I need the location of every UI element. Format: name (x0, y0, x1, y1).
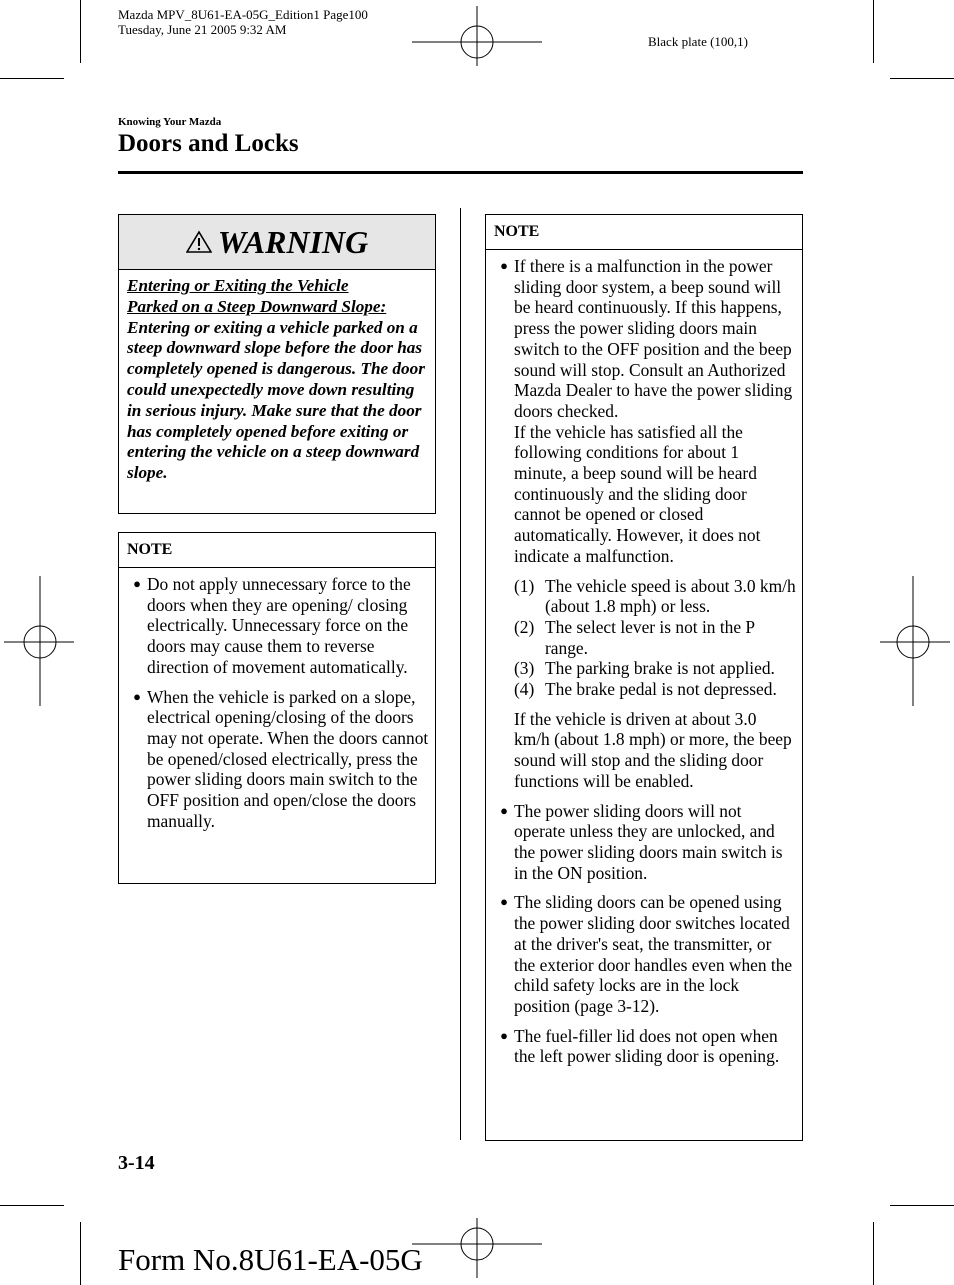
registration-mark-bottom (412, 1218, 542, 1278)
list-item: ● The sliding doors can be opened using the power sliding door switches located at the driver's seat, the transmitter, or the exterior door handles even when the child safety locks are in the lock position (page 3-12). (494, 892, 796, 1016)
condition-item: (1) The vehicle speed is about 3.0 km/h (about 1.8 mph) or less. (514, 575, 796, 617)
note-left-title: NOTE (119, 533, 435, 568)
registration-mark-right (880, 576, 950, 706)
warning-triangle-icon (186, 230, 212, 254)
title-rule (118, 171, 803, 174)
note-right-title: NOTE (486, 215, 802, 250)
list-item (494, 256, 796, 792)
warning-header (119, 215, 435, 270)
condition-item: (2) The select lever is not in the P range. (514, 616, 755, 658)
note-box-left (118, 532, 436, 884)
condition-item: (4) The brake pedal is not depressed. (514, 679, 777, 700)
page-number: 3-14 (118, 1152, 155, 1174)
note-box-right (485, 214, 803, 1141)
registration-mark-left (4, 576, 74, 706)
note-left-body (119, 568, 435, 831)
conditions-intro: If the vehicle has satisfied all the following conditions for about 1 minute, a beep sound will be heard continuously and the sliding door cannot be opened or closed automatically. However, it does not indicate a malfunction. (514, 421, 761, 566)
condition-item: (3) The parking brake is not applied. (514, 658, 775, 679)
bullet-icon: ● (133, 576, 141, 591)
bullet-icon: ● (500, 802, 508, 818)
warning-heading-line1: Entering or Exiting the Vehicle (127, 276, 349, 295)
page-title: Doors and Locks (118, 130, 299, 157)
enable-text: If the vehicle is driven at about 3.0 km/h (about 1.8 mph) or more, the beep sound will stop and the sliding door functions will be enabled. (514, 708, 792, 791)
list-item: ● When the vehicle is parked on a slope, electrical opening/closing of the doors may not operate. When the doors cannot be opened/closed electrically, press the power sliding doors main switch to the OFF position and open/close the doors manually. (127, 687, 429, 832)
section-label: Knowing Your Mazda (118, 116, 222, 128)
warning-title: WARNING (217, 223, 369, 260)
conditions-list (514, 576, 796, 700)
column-divider (460, 208, 461, 1140)
form-number: Form No.8U61-EA-05G (118, 1242, 423, 1277)
warning-text: Entering or exiting a vehicle parked on a steep downward slope before the door has completely opened is dangerous. The door could unexpectedly move down resulting in serious injury. Make sure that the door has completely opened before exiting or entering the vehicle on a steep downward slope. (127, 317, 425, 483)
bullet-icon: ● (133, 688, 141, 704)
warning-heading-line2: Parked on a Steep Downward Slope: (127, 296, 387, 316)
warning-box (118, 214, 436, 514)
print-header-line1: Mazda MPV_8U61-EA-05G_Edition1 Page100 (118, 7, 368, 22)
bullet-icon: ● (500, 258, 508, 273)
registration-mark-top (412, 6, 542, 66)
list-item: ● Do not apply unnecessary force to the doors when they are opening/ closing electrically. Unnecessary force on the doors may cause them to reverse direction of movement automatically. (127, 574, 429, 678)
note-right-body (486, 250, 802, 1067)
warning-body (119, 270, 435, 484)
malfunction-text: If there is a malfunction in the power sliding door system, a beep sound will be heard continuously. If this happens, press the power sliding doors main switch to the OFF position and the beep sound will stop. Consult an Authorized Mazda Dealer to have the power sliding doors checked. (514, 256, 793, 421)
plate-label: Black plate (100,1) (648, 34, 748, 49)
list-item: ● The fuel-filler lid does not open when the left power sliding door is opening. (494, 1026, 796, 1067)
list-item: ● The power sliding doors will not operate unless they are unlocked, and the power sliding doors main switch is in the ON position. (494, 801, 796, 884)
bullet-icon: ● (500, 894, 508, 910)
bullet-icon: ● (500, 1027, 508, 1043)
print-header-line2: Tuesday, June 21 2005 9:32 AM (118, 22, 287, 37)
